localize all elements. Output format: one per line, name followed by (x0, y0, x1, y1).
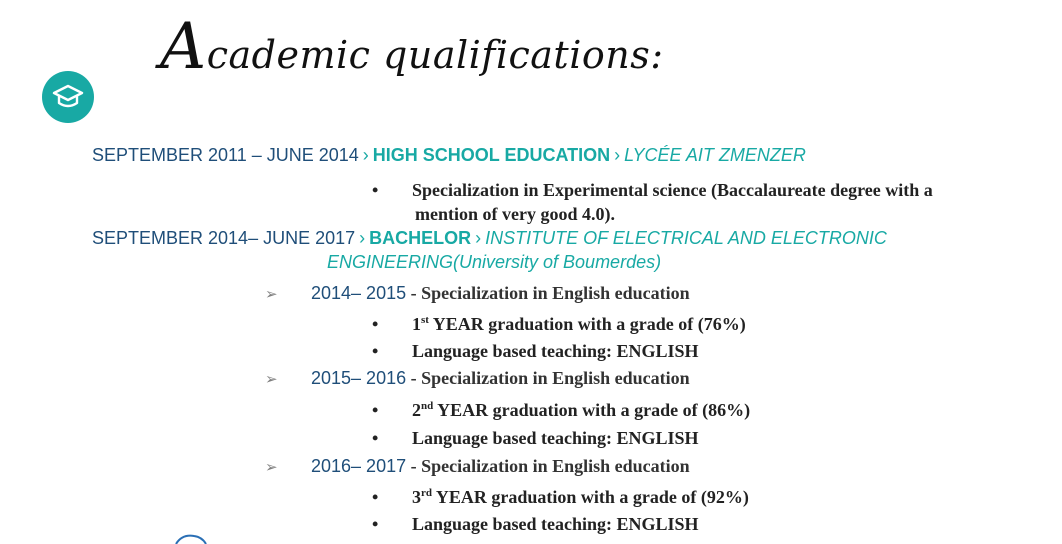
entry-dates: SEPTEMBER 2011 – JUNE 2014 (92, 145, 359, 165)
entry-degree: BACHELOR (369, 228, 472, 248)
grade-text (412, 400, 750, 421)
grade-text (412, 314, 746, 335)
year-specialization: Specialization in English education (421, 368, 690, 388)
year-range: 2015– 2016 (311, 368, 407, 388)
entry-institution: INSTITUTE OF ELECTRICAL AND ELECTRONIC (485, 228, 887, 248)
year-dash: - (406, 283, 422, 303)
grade-description: YEAR graduation with a grade of (92%) (432, 487, 749, 507)
list-item (372, 314, 746, 335)
bullet-text: Specialization in Experimental science (Baccalaureate degree with a (412, 180, 933, 200)
year-item (265, 283, 690, 304)
language-text: Language based teaching: ENGLISH (412, 514, 699, 534)
year-range: 2014– 2015 (311, 283, 407, 303)
entry-separator: › (359, 228, 366, 248)
list-item (372, 400, 750, 421)
list-item (372, 180, 933, 201)
year-ordinal: rd (421, 487, 432, 499)
bullet-icon: • (372, 514, 379, 534)
section-title (160, 10, 664, 84)
year-item (265, 368, 690, 389)
entry-bachelor (92, 228, 887, 249)
bullet-icon: • (372, 180, 379, 200)
entry-high-school (92, 145, 806, 166)
list-item (372, 514, 699, 535)
graduation-cap-icon (42, 71, 94, 123)
year-ordinal: st (421, 314, 429, 326)
year-number: 1 (412, 314, 421, 334)
logo-fragment-icon (172, 534, 212, 544)
year-number: 3 (412, 487, 421, 507)
entry-institution-line2 (327, 252, 661, 273)
list-item (372, 487, 749, 508)
entry-separator: › (475, 228, 482, 248)
entry-institution-cont: ENGINEERING(University of Boumerdes) (327, 252, 662, 272)
grade-description: YEAR graduation with a grade of (86%) (433, 400, 751, 420)
list-item (372, 341, 699, 362)
bullet-icon: • (372, 314, 379, 334)
year-number: 2 (412, 400, 421, 420)
bullet-text-continued: mention of very good 4.0). (415, 204, 615, 224)
list-item (372, 428, 699, 449)
bullet-icon: • (372, 341, 379, 361)
year-ordinal: nd (421, 400, 434, 412)
year-specialization: Specialization in English education (421, 283, 690, 303)
year-dash: - (406, 368, 422, 388)
year-item (265, 456, 690, 477)
year-dash: - (406, 456, 422, 476)
grade-text (412, 487, 749, 508)
arrow-bullet-icon: ➢ (265, 459, 278, 476)
section-title-initial: A (160, 10, 207, 84)
entry-degree: HIGH SCHOOL EDUCATION (372, 145, 611, 165)
entry-dates: SEPTEMBER 2014– JUNE 2017 (92, 228, 356, 248)
language-text: Language based teaching: ENGLISH (412, 428, 699, 448)
year-range: 2016– 2017 (311, 456, 407, 476)
entry-separator: › (362, 145, 369, 165)
bullet-icon: • (372, 400, 379, 420)
arrow-bullet-icon: ➢ (265, 371, 278, 388)
bullet-icon: • (372, 487, 379, 507)
language-text: Language based teaching: ENGLISH (412, 341, 699, 361)
entry-separator: › (614, 145, 621, 165)
grade-description: YEAR graduation with a grade of (76%) (428, 314, 746, 334)
arrow-bullet-icon: ➢ (265, 286, 278, 303)
section-title-rest: cademic qualifications: (206, 33, 664, 77)
entry-institution: LYCÉE AIT ZMENZER (624, 145, 806, 165)
year-specialization: Specialization in English education (421, 456, 690, 476)
bullet-icon: • (372, 428, 379, 448)
